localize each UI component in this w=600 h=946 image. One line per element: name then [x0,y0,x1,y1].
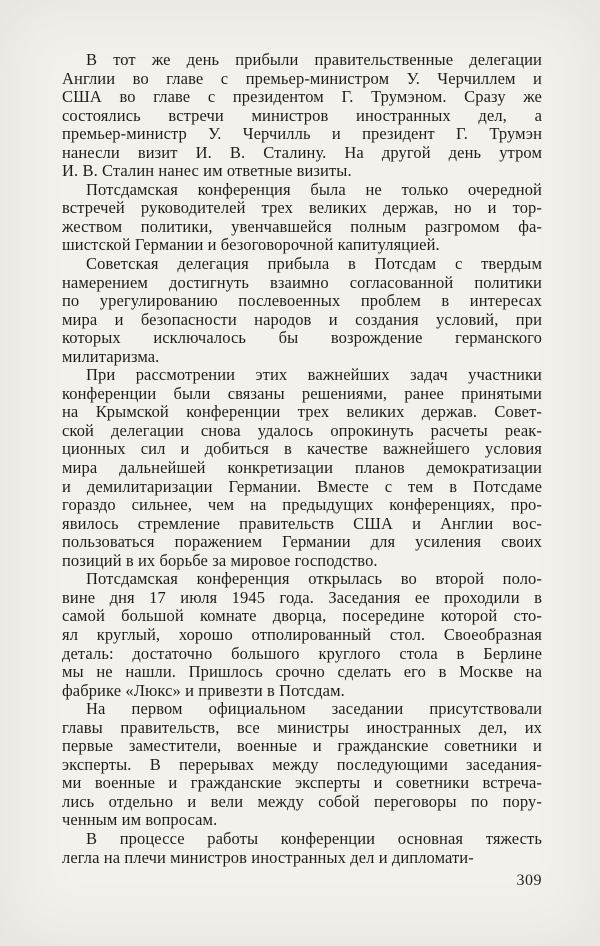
text-line: ченным им вопросам. [62,810,218,830]
text-line: гораздо сильнее, чем на предыдущих конференциях, про- [62,495,542,515]
paragraph [62,181,542,255]
text-line: ми военные и гражданские эксперты и советники встреча- [62,773,542,793]
text-line: ционных сил и добиться в качестве важнейшего условия [62,439,542,459]
text-line: и демилитаризации Германии. Вместе с тем в Потсдаме [62,476,542,496]
text-line: фабрике «Люкс» и привезти в Потсдам. [62,680,345,700]
text-line: В тот же день прибыли правительственные делегации [86,50,542,69]
text-line: встречей руководителей трех великих держав, но и тор- [62,198,542,218]
text-line: Англии во главе с премьер-министром У. Черчиллем и [62,68,542,88]
text-line: позиций в их борьбе за мировое господство. [62,550,378,570]
text-line: И. В. Сталин нанес им ответные визиты. [62,161,352,181]
text-line: деталь: достаточно большого круглого стола в Берлине [62,643,542,663]
text-line: Потсдамская конференция была не только очередной [86,179,542,199]
text-line: мы не нашли. Пришлось срочно сделать его в Москве на [62,662,542,682]
text-line: явилось стремление правительств США и Англии вос- [62,513,542,533]
text-line: премьер-министр У. Черчилль и президент Г. Трумэн [62,124,542,144]
text-line: При рассмотрении этих важнейших задач участники [86,365,542,385]
text-line: нанесли визит И. В. Сталину. На другой день утром [62,142,542,162]
text-line: которых исключалось бы возрождение германского [62,328,542,348]
text-line: В процессе работы конференции основная тяжесть [86,828,542,848]
text-line: ял круглый, хорошо отполированный стол. Своеобразная [62,624,542,644]
text-line: жеством политики, увенчавшейся полным разгромом фа- [62,216,542,236]
text-line: милитаризма. [62,346,160,366]
text-line: лись отдельно и вели между собой переговоры по пору- [62,791,542,811]
text-line: главы правительств, все министры иностранных дел, их [62,717,542,737]
text-line: по урегулированию послевоенных проблем в интересах [62,291,542,311]
text-line: мира дальнейшей конкретизации планов демократизации [62,458,542,478]
text-line: Потсдамская конференция открылась во второй поло- [86,569,542,589]
paragraph [62,830,542,867]
text-line: конференции были связаны решениями, ранее принятыми [62,383,542,403]
page-number: 309 [516,872,542,889]
text-line: шистской Германии и безоговорочной капитуляцией. [62,235,440,255]
text-line: вине дня 17 июля 1945 года. Заседания ее проходили в [62,587,542,607]
text-line: состоялись встречи министров иностранных дел, а [62,105,542,125]
paragraph [62,366,542,570]
text-line: мира и безопасности народов и создания условий, при [62,309,542,329]
paragraph [62,51,542,181]
text-block [62,51,542,867]
text-line: на Крымской конференции трех великих держав. Совет- [62,402,542,422]
text-line: самой большой комнате дворца, посередине которой сто- [62,606,542,626]
text-line: ской делегации снова удалось опрокинуть расчеты реак- [62,420,542,440]
text-line: пользоваться поражением Германии для усиления своих [62,532,542,552]
text-line: первые заместители, военные и гражданские советники и [62,736,542,756]
paragraph [62,570,542,700]
paragraph [62,255,542,366]
text-line: Советская делегация прибыла в Потсдам с твердым [86,254,542,274]
text-line: легла на плечи министров иностранных дел и дипломати- [62,847,474,867]
text-line: намерением достигнуть взаимно согласованной политики [62,272,542,292]
text-line: США во главе с президентом Г. Трумэном. Сразу же [62,87,542,107]
paragraph [62,700,542,830]
text-line: На первом официальном заседании присутствовали [86,699,542,719]
text-line: эксперты. В перерывах между последующими заседания- [62,754,542,774]
